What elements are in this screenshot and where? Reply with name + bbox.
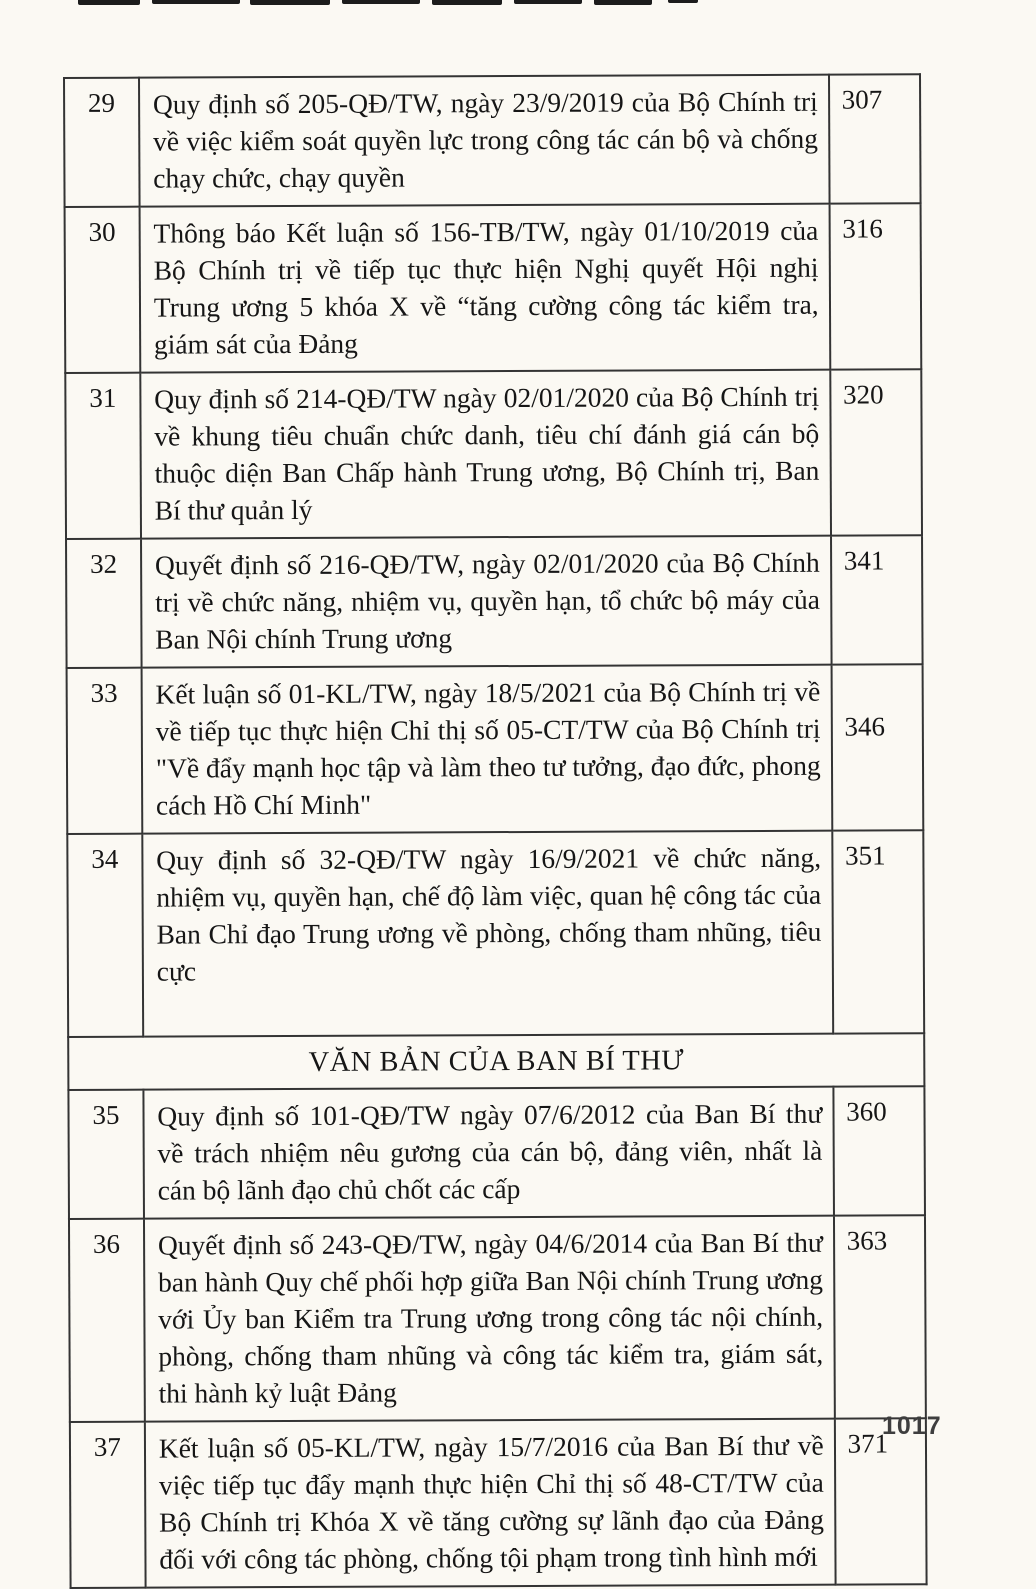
contents-table-body (64, 74, 927, 1588)
table-row (69, 1215, 926, 1422)
row-page: 371 (835, 1418, 927, 1584)
table-row (67, 830, 924, 1037)
section-header-row (68, 1033, 924, 1090)
section-header-label: VĂN BẢN CỦA BAN BÍ THƯ (68, 1033, 924, 1090)
row-number: 35 (68, 1090, 143, 1219)
row-number: 34 (67, 834, 143, 1037)
scan-edge-dash (594, 0, 652, 5)
row-page: 320 (830, 369, 922, 535)
row-number: 30 (65, 207, 141, 373)
row-title: Quy định số 205-QĐ/TW, ngày 23/9/2019 của Bộ Chính trị về việc kiểm soát quyền lực trong công tác cán bộ và chống chạy chức, chạy quyền (139, 75, 829, 207)
row-title: Quy định số 101-QĐ/TW ngày 07/6/2012 của Ban Bí thư về trách nhiệm nêu gương của cán bộ, đảng viên, nhất là cán bộ lãnh đạo chủ chốt các cấp (143, 1087, 833, 1219)
row-page: 360 (833, 1086, 925, 1215)
table-row (70, 1418, 927, 1588)
table-row (68, 1086, 925, 1219)
row-title: Kết luận số 05-KL/TW, ngày 15/7/2016 của Ban Bí thư về việc tiếp tục đẩy mạnh thực hiện Chỉ thị số 48-CT/TW của Bộ Chính trị Khóa X về tăng cường sự lãnh đạo của Đảng đối với công tác phòng, chống tội phạm trong tình hình mới (145, 1419, 836, 1588)
scan-edge-dash (78, 0, 140, 5)
row-page: 307 (829, 74, 921, 203)
scan-edge-dash (432, 0, 502, 5)
row-number: 37 (70, 1422, 146, 1588)
table-row (66, 535, 923, 668)
row-title: Quy định số 214-QĐ/TW ngày 02/01/2020 của Bộ Chính trị về khung tiêu chuẩn chức danh, tiêu chí đánh giá cán bộ thuộc diện Ban Chấp hành Trung ương, Bộ Chính trị, Ban Bí thư quản lý (140, 370, 831, 539)
contents-table (63, 73, 928, 1589)
scan-edge-dash (668, 0, 698, 3)
row-number: 31 (65, 373, 141, 539)
row-number: 29 (64, 78, 139, 207)
footer-page-number: 1017 (882, 1412, 942, 1440)
scan-edge-dash (342, 0, 420, 4)
row-title: Kết luận số 01-KL/TW, ngày 18/5/2021 của Bộ Chính trị về về tiếp tục thực hiện Chỉ thị số 05-CT/TW của Bộ Chính trị "Về đẩy mạnh học tập và làm theo tư tưởng, đạo đức, phong cách Hồ Chí Minh" (141, 665, 832, 834)
table-row (67, 664, 924, 834)
scan-edge-dash (250, 0, 330, 5)
row-number: 33 (67, 668, 143, 834)
table-row (65, 203, 922, 373)
row-page: 341 (831, 535, 923, 664)
table-row (64, 74, 921, 207)
row-title: Quy định số 32-QĐ/TW ngày 16/9/2021 về chức năng, nhiệm vụ, quyền hạn, chế độ làm việc, quan hệ công tác của Ban Chỉ đạo Trung ương về phòng, chống tham nhũng, tiêu cực (142, 831, 833, 1037)
row-number: 32 (66, 539, 141, 668)
scan-edge-dash (514, 0, 582, 4)
row-number: 36 (69, 1219, 145, 1422)
scan-edge-artifact (0, 0, 1036, 8)
table-row (65, 369, 922, 539)
scan-edge-dash (152, 0, 240, 4)
row-title: Quyết định số 243-QĐ/TW, ngày 04/6/2014 của Ban Bí thư ban hành Quy chế phối hợp giữa Ban Nội chính Trung ương với Ủy ban Kiểm tra Trung ương trong công tác nội chính, phòng, chống tham nhũng và công tác kiểm tra, giám sát, thi hành kỷ luật Đảng (144, 1216, 835, 1422)
row-page: 346 (831, 664, 923, 830)
row-page: 351 (832, 830, 924, 1033)
row-title: Thông báo Kết luận số 156-TB/TW, ngày 01/10/2019 của Bộ Chính trị về tiếp tục thực hiện Nghị quyết Hội nghị Trung ương 5 khóa X về “tăng cường công tác kiểm tra, giám sát của Đảng (139, 204, 830, 373)
row-page: 316 (829, 203, 921, 369)
row-title: Quyết định số 216-QĐ/TW, ngày 02/01/2020 của Bộ Chính trị về chức năng, nhiệm vụ, quyền hạn, tổ chức bộ máy của Ban Nội chính Trung ương (141, 536, 831, 668)
row-page: 363 (834, 1215, 926, 1418)
